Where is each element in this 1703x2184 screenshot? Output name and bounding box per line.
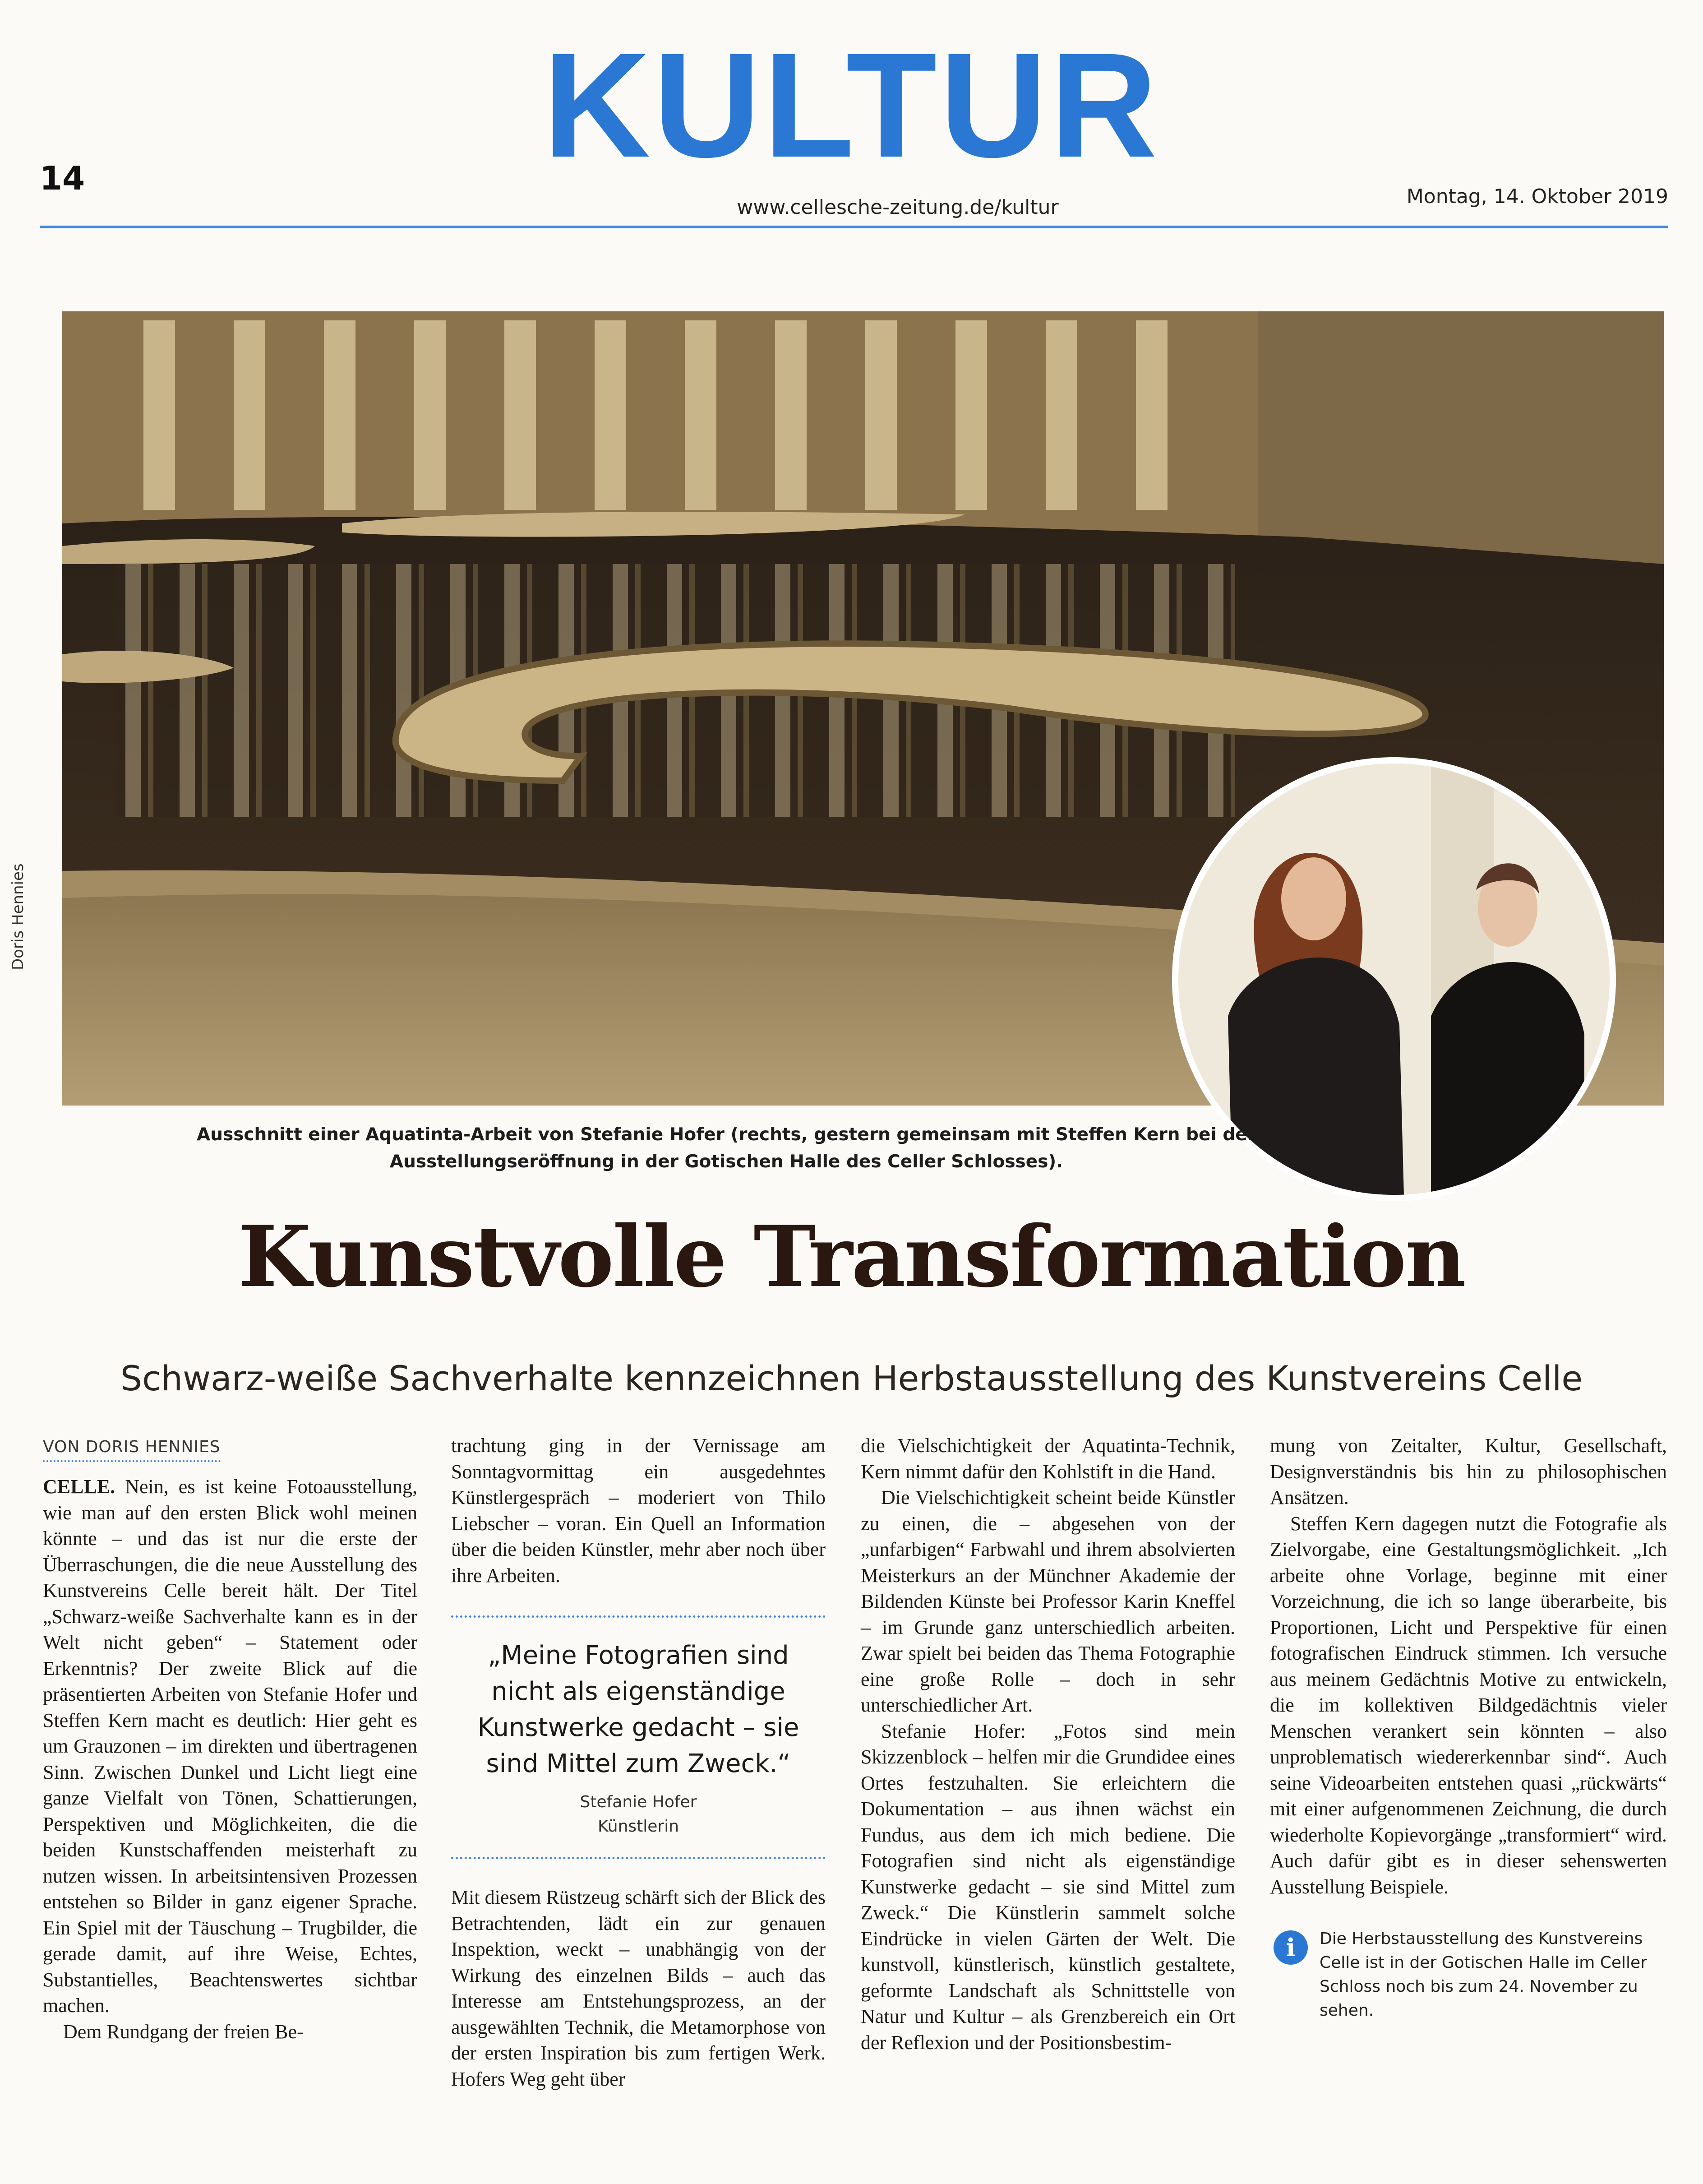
info-box bbox=[1270, 1927, 1667, 2022]
dateline-city: CELLE. bbox=[43, 1476, 115, 1498]
pull-quote-role: Künstlerin bbox=[597, 1817, 679, 1836]
section-title: KULTUR bbox=[543, 22, 1160, 188]
article-headline: Kunstvolle Transformation bbox=[238, 1207, 1465, 1306]
article-paragraph: Mit diesem Rüstzeug schärft sich der Blick des Betrachtenden, lädt ein zur genauen Inspektion, weckt – unabhängig von der Wirkung des einzelnen Bilds – auch das Interesse am Entstehungsprozess, an der ausgewählten Technik, die Metamorphose von der ersten Inspiration bis zum fertigen Werk. Hofers Weg geht über bbox=[451, 1886, 826, 2090]
article-column-1 bbox=[43, 1433, 417, 2045]
info-text: Die Herbstausstellung des Kunstvereins Celle ist in der Gotischen Halle im Celler Schloss noch bis zum 24. November zu sehen. bbox=[1320, 1930, 1647, 2020]
article-subheadline: Schwarz-weiße Sachverhalte kennzeichnen Herbstausstellung des Kunstvereins Celle bbox=[120, 1358, 1583, 1398]
pull-quote-text: „Meine Fotografien sind nicht als eigenständige Kunstwerke gedacht – sie sind Mittel zum Zweck.“ bbox=[477, 1641, 799, 1778]
page-number: 14 bbox=[40, 159, 85, 197]
byline: VON DORIS HENNIES bbox=[43, 1436, 221, 1462]
paragraph-text: Nein, es ist keine Fotoausstellung, wie man auf den ersten Blick wohl meinen könnte – und das ist nur die erste der Überraschungen, die die neue Ausstellung des Kunstvereins Celle bereit hält. Der Titel „Schwarz-weiße Sachverhalte kann es in der Welt nicht geben“ – Statement oder Erkenntnis? Der zweite Blick auf die präsentierten Arbeiten von Stefanie Hofer und Steffen Kern macht es deutlich: Hier geht es um Grauzonen – im direkten und übertragenen Sinn. Zwischen Dunkel und Licht liegt eine ganze Vielfalt von Tönen, Schattierungen, Perspektiven und Möglichkeiten, die die beiden Kunstschaffenden meisterhaft zu nutzen wissen. In arbeitsintensiven Prozessen entstehen so Bilder in ganz eigener Sprache. Ein Spiel mit der Täuschung – Trugbilder, die gerade damit, auf ihre Weise, Echtes, Substantielles, Beachtenswertes sichtbar machen. bbox=[43, 1476, 417, 2017]
article-column-4 bbox=[1270, 1433, 1667, 2022]
photo-credit: Doris Hennies bbox=[9, 863, 27, 970]
photo-caption: Ausschnitt einer Aquatinta-Arbeit von Stefanie Hofer (rechts, gestern gemeinsam mit Steffen Kern bei der Ausstellungseröffnung in der Gotischen Halle des Celler Schlosses). bbox=[197, 1124, 1256, 1172]
article-column-2 bbox=[451, 1433, 826, 2092]
article-paragraph bbox=[43, 1474, 417, 2019]
article-paragraph: Die Vielschichtigkeit scheint beide Künstler zu einen, die – abgesehen von der „unfarbigen“ Farbwahl und ihrem absolvierten Meisterkurs an der Münchner Akademie der Bildenden Künste bei Professor Karin Kneffel – im Grunde ganz unterschiedlich arbeiten. Zwar spielt bei beiden das Thema Fotographie eine große Rolle – doch in sehr unterschiedlicher Art. bbox=[861, 1486, 1235, 1716]
info-icon: i bbox=[1274, 1930, 1308, 1965]
website-url[interactable]: www.cellesche-zeitung.de/kultur bbox=[737, 196, 1059, 219]
pull-quote bbox=[451, 1615, 826, 1859]
header-rule bbox=[40, 226, 1668, 228]
article-paragraph: Steffen Kern dagegen nutzt die Fotografie als Zielvorgabe, eine Gestaltungsmöglichkeit. „Ich arbeite ohne Vorlage, beginne mit einer Vorzeichnung, die ich so lange überarbeite, bis Proportionen, Licht und Perspektive für einen fotografischen Eindruck stimmen. Ich versuche aus meinem Gedächtnis Motive zu entwickeln, die im kollektiven Bildgedächtnis vieler Menschen verankert sein könnten – also unproblematisch wiedererkennbar sind“. Auch seine Videoarbeiten entstehen quasi „rückwärts“ mit einer aufgenommenen Zeichnung, die durch wiederholte Kopievorgänge „transformiert“ wird. Auch dafür gibt es in dieser sehenswerten Ausstellung Beispiele. bbox=[1270, 1512, 1667, 1898]
pull-quote-author: Stefanie Hofer bbox=[580, 1793, 697, 1811]
issue-date: Montag, 14. Oktober 2019 bbox=[1406, 185, 1668, 208]
article-paragraph: trachtung ging in der Vernissage am Sonntagvormittag ein ausgedehntes Künstlergespräch – moderiert von Thilo Liebscher – voran. Ein Quell an Information über die beiden Künstler, mehr aber noch über ihre Arbeiten. bbox=[451, 1434, 826, 1587]
article-paragraph: Stefanie Hofer: „Fotos sind mein Skizzenblock – helfen mir die Grundidee eines Ortes festzuhalten. Sie erleichtern die Dokumentation – aus ihnen wächst ein Fundus, aus dem ich mich bediene. Die Fotografien sind nicht als eigenständige Kunstwerke gedacht – sie sind Mittel zum Zweck.“ Die Künstlerin sammelt solche Eindrücke in vielen Gärten der Welt. Die kunstvoll, künstlerisch, künstlich gestaltete, geformte Landschaft als Schnittstelle von Natur und Kultur – als Grenzbereich ein Ort der Reflexion und der Positionsbestim- bbox=[861, 1720, 1235, 2054]
article-paragraph: mung von Zeitalter, Kultur, Gesellschaft, Designverständnis bis hin zu philosophischen Ansätzen. bbox=[1270, 1434, 1667, 1508]
article-column-3 bbox=[861, 1433, 1235, 2055]
article-paragraph: Dem Rundgang der freien Be- bbox=[63, 2020, 304, 2043]
article-paragraph: die Vielschichtigkeit der Aquatinta-Technik, Kern nimmt dafür den Kohlstift in die Hand. bbox=[861, 1434, 1235, 1483]
